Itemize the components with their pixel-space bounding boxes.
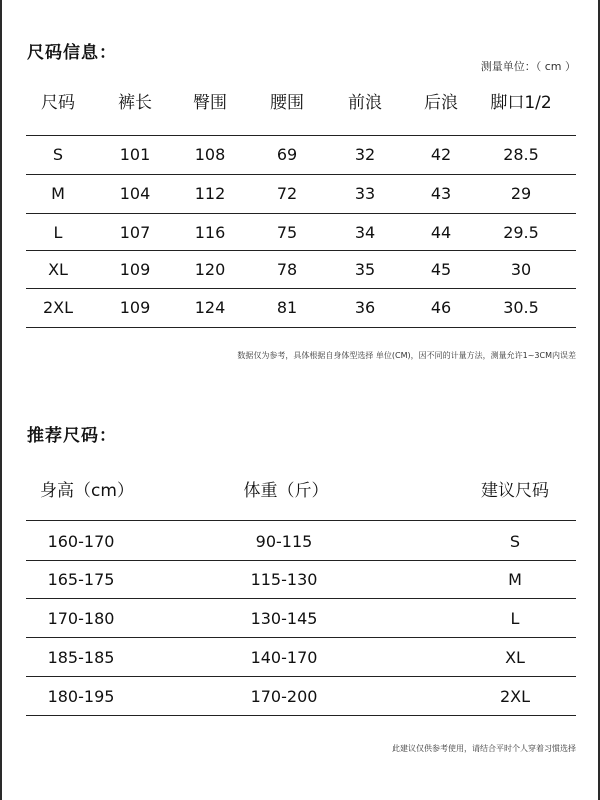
cell-suggested-size: S <box>509 532 521 551</box>
table-row <box>26 136 576 174</box>
header-waist: 腰围 <box>270 93 304 113</box>
header-front-rise: 前浪 <box>348 93 382 113</box>
cell-front-rise: 33 <box>354 184 376 203</box>
cell-size: S <box>52 145 64 164</box>
cell-weight: 115-130 <box>250 570 318 589</box>
header-weight: 体重（斤） <box>243 481 329 501</box>
cell-suggested-size: XL <box>505 648 525 667</box>
header-leg-opening: 脚口1/2 <box>490 93 552 113</box>
cell-hip: 112 <box>194 184 226 203</box>
table-row <box>26 523 576 561</box>
header-size: 尺码 <box>41 93 75 113</box>
cell-leg-opening: 29 <box>510 184 532 203</box>
table-row <box>26 678 576 716</box>
divider <box>26 327 576 328</box>
size-info-note: 数据仅为参考，具体根据自身体型选择 单位(CM)，因不同的计量方法，测量允许1~3CM内误差 <box>237 351 576 360</box>
cell-waist: 69 <box>276 145 298 164</box>
cell-waist: 75 <box>276 223 298 242</box>
recommend-note: 此建议仅供参考使用，请结合平时个人穿着习惯选择 <box>392 744 576 753</box>
cell-height: 170-180 <box>47 609 115 628</box>
cell-front-rise: 36 <box>354 298 376 317</box>
table-row <box>26 289 576 327</box>
divider <box>26 676 576 677</box>
cell-suggested-size: 2XL <box>499 687 531 706</box>
cell-hip: 108 <box>194 145 226 164</box>
cell-front-rise: 35 <box>354 260 376 279</box>
cell-leg-opening: 29.5 <box>503 223 539 242</box>
header-pants-length: 裤长 <box>118 93 152 113</box>
measure-unit-label: 测量单位：（ cm ） <box>480 60 576 73</box>
cell-size: M <box>51 184 65 203</box>
cell-back-rise: 42 <box>430 145 452 164</box>
table-header-row <box>26 472 576 510</box>
cell-leg-opening: 30.5 <box>503 298 539 317</box>
header-suggested-size: 建议尺码 <box>481 481 549 501</box>
cell-front-rise: 34 <box>354 223 376 242</box>
table-header-row <box>26 84 576 122</box>
divider <box>26 637 576 638</box>
cell-weight: 140-170 <box>250 648 318 667</box>
table-row <box>26 214 576 252</box>
cell-pants-length: 109 <box>119 298 151 317</box>
cell-leg-opening: 28.5 <box>503 145 539 164</box>
cell-size: XL <box>48 260 68 279</box>
cell-hip: 116 <box>194 223 226 242</box>
cell-height: 185-185 <box>47 648 115 667</box>
recommend-title: 推荐尺码： <box>27 426 117 446</box>
size-info-table <box>26 84 576 317</box>
cell-waist: 72 <box>276 184 298 203</box>
header-back-rise: 后浪 <box>424 93 458 113</box>
cell-leg-opening: 30 <box>510 260 532 279</box>
cell-back-rise: 46 <box>430 298 452 317</box>
cell-weight: 130-145 <box>250 609 318 628</box>
cell-waist: 81 <box>276 298 298 317</box>
cell-size: 2XL <box>42 298 74 317</box>
cell-height: 180-195 <box>47 687 115 706</box>
recommend-table <box>26 472 576 706</box>
cell-back-rise: 45 <box>430 260 452 279</box>
divider <box>26 520 576 521</box>
divider <box>26 715 576 716</box>
cell-back-rise: 44 <box>430 223 452 242</box>
cell-height: 160-170 <box>47 532 115 551</box>
cell-waist: 78 <box>276 260 298 279</box>
table-row <box>26 561 576 599</box>
size-info-title: 尺码信息： <box>27 43 117 63</box>
cell-hip: 124 <box>194 298 226 317</box>
cell-front-rise: 32 <box>354 145 376 164</box>
cell-suggested-size: L <box>510 609 520 628</box>
cell-hip: 120 <box>194 260 226 279</box>
cell-weight: 170-200 <box>250 687 318 706</box>
table-row <box>26 600 576 638</box>
cell-back-rise: 43 <box>430 184 452 203</box>
divider <box>26 598 576 599</box>
table-row <box>26 639 576 677</box>
cell-pants-length: 104 <box>119 184 151 203</box>
cell-suggested-size: M <box>508 570 522 589</box>
cell-pants-length: 107 <box>119 223 151 242</box>
cell-weight: 90-115 <box>255 532 313 551</box>
cell-pants-length: 101 <box>119 145 151 164</box>
cell-height: 165-175 <box>47 570 115 589</box>
header-hip: 臀围 <box>193 93 227 113</box>
cell-size: L <box>53 223 63 242</box>
table-row <box>26 251 576 289</box>
table-row <box>26 175 576 213</box>
cell-pants-length: 109 <box>119 260 151 279</box>
header-height: 身高（cm） <box>40 481 134 501</box>
